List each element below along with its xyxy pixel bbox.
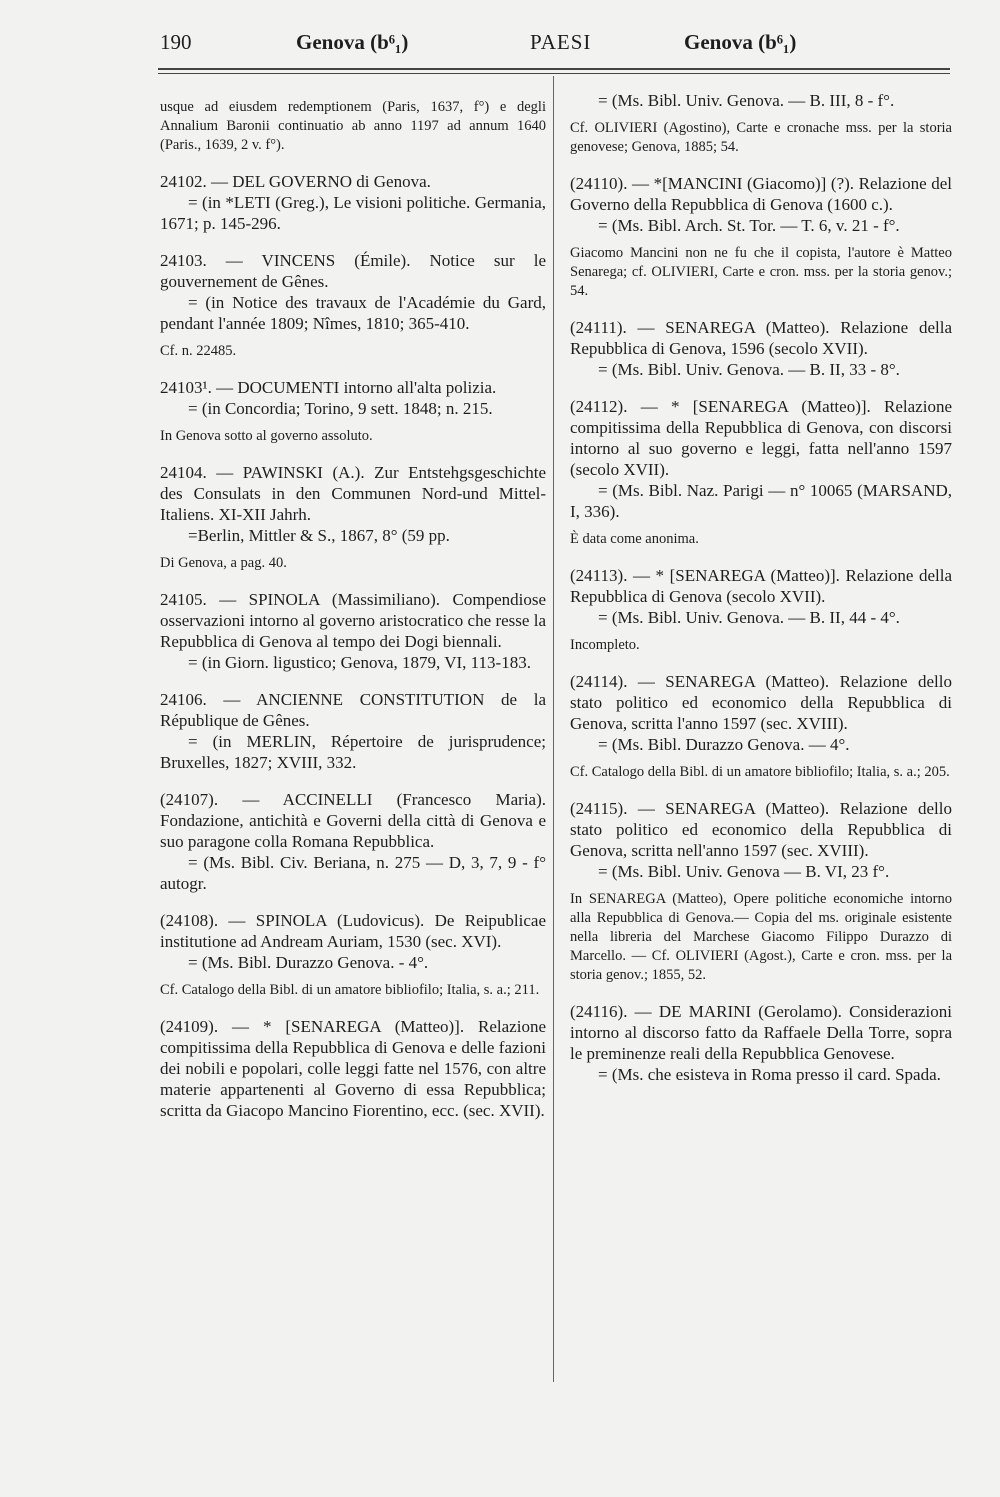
bibliography-entry bbox=[160, 98, 546, 155]
entry-heading: (24114). — SENAREGA (Matteo). Relazione dello stato politico ed economico della Repubblica di Genova, scritta l'anno 1597 (sec. XVIII). bbox=[570, 672, 952, 733]
bibliography-entry bbox=[570, 565, 952, 655]
header-rule-thin bbox=[158, 73, 950, 74]
entry-heading: (24112). — * [SENAREGA (Matteo)]. Relazione compitissima della Repubblica di Genova, con discorsi intorno al suo governo e leggi, fatta nell'anno 1597 (secolo XVII). bbox=[570, 397, 952, 479]
entry-heading: (24107). — ACCINELLI (Francesco Maria). Fondazione, antichità e Governi della città di Genova e suo paragone colla Romana Repubblica. bbox=[160, 790, 546, 851]
bibliography-entry bbox=[570, 798, 952, 985]
entry-heading: 24106. — ANCIENNE CONSTITUTION de la République de Gênes. bbox=[160, 690, 546, 730]
entry-citation: = (Ms. Bibl. Naz. Parigi — n° 10065 (MARSAND, I, 336). bbox=[570, 481, 952, 521]
entry-heading: 24104. — PAWINSKI (A.). Zur Entstehgsgeschichte des Consulats in den Communen Nord-und Mittel-Italiens. XI-XII Jahrh. bbox=[160, 463, 546, 524]
bibliography-entry bbox=[570, 173, 952, 301]
entry-citation: = (Ms. Bibl. Durazzo Genova. - 4°. bbox=[188, 953, 429, 972]
entry-heading: 24103. — VINCENS (Émile). Notice sur le gouvernement de Gênes. bbox=[160, 251, 546, 291]
entry-citation: = (in Giorn. ligustico; Genova, 1879, VI, 113-183. bbox=[188, 653, 531, 672]
entry-note: usque ad eiusdem redemptionem (Paris, 1637, f°) e degli Annalium Baronii continuatio ab anno 1197 ad annum 1640 (Paris., 1639, 2 v. f°). bbox=[160, 99, 546, 153]
header-right-title: Genova (b⁶₁) bbox=[684, 30, 797, 54]
entry-citation: = (in MERLIN, Répertoire de jurisprudence; Bruxelles, 1827; XVIII, 332. bbox=[160, 732, 546, 772]
bibliography-entry bbox=[570, 1001, 952, 1085]
entry-note: Incompleto. bbox=[570, 637, 640, 653]
entry-citation: = (in Concordia; Torino, 9 sett. 1848; n. 215. bbox=[188, 399, 493, 418]
running-header bbox=[160, 30, 950, 64]
bibliography-entry bbox=[160, 462, 546, 573]
entry-heading: 24105. — SPINOLA (Massimiliano). Compendiose osservazioni intorno al governo aristocratico che resse la Repubblica di Genova al tempo dei Dogi biennali. bbox=[160, 590, 546, 651]
entry-citation: = (in Notice des travaux de l'Académie du Gard, pendant l'année 1809; Nîmes, 1810; 365-410. bbox=[160, 293, 546, 333]
entry-note: Cf. Catalogo della Bibl. di un amatore bibliofilo; Italia, s. a.; 211. bbox=[160, 982, 540, 998]
entry-heading: 24102. — DEL GOVERNO di Genova. bbox=[160, 172, 431, 191]
bibliography-entry bbox=[570, 396, 952, 549]
entry-heading: 24103¹. — DOCUMENTI intorno all'alta polizia. bbox=[160, 378, 497, 397]
entry-heading: (24115). — SENAREGA (Matteo). Relazione dello stato politico ed economico della Repubblica di Genova, scritta nell'anno 1597 (sec. XVIII). bbox=[570, 799, 952, 860]
left-column bbox=[160, 90, 546, 1137]
bibliography-entry bbox=[160, 377, 546, 446]
header-center-title: PAESI bbox=[530, 30, 592, 54]
entry-note: In SENAREGA (Matteo), Opere politiche economiche intorno alla Repubblica di Genova.— Copia del ms. originale esistente nella libreria del Marchese Giacomo Filippo Durazzo di Marcello. — Cf. OLIVIERI (Agost.), Carte e cron. mss. per la storia genov.; 1855, 52. bbox=[570, 891, 952, 983]
bibliography-entry bbox=[160, 589, 546, 673]
entry-note: Di Genova, a pag. 40. bbox=[160, 555, 287, 571]
entry-citation: =Berlin, Mittler & S., 1867, 8° (59 pp. bbox=[188, 526, 450, 545]
entry-note: È data come anonima. bbox=[570, 531, 699, 547]
entry-citation: = (in *LETI (Greg.), Le visioni politiche. Germania, 1671; p. 145-296. bbox=[160, 193, 546, 233]
entry-heading: (24113). — * [SENAREGA (Matteo)]. Relazione della Repubblica di Genova (secolo XVII). bbox=[570, 566, 952, 606]
entry-note: In Genova sotto al governo assoluto. bbox=[160, 428, 373, 444]
entry-note: Cf. OLIVIERI (Agostino), Carte e cronache mss. per la storia genovese; Genova, 1885; 54. bbox=[570, 120, 952, 155]
entry-heading: (24108). — SPINOLA (Ludovicus). De Reipublicae institutione ad Andream Auriam, 1530 (sec. XVI). bbox=[160, 911, 546, 951]
header-left-title: Genova (b⁶₁) bbox=[296, 30, 409, 54]
entry-citation: = (Ms. che esisteva in Roma presso il card. Spada. bbox=[598, 1065, 941, 1084]
bibliography-entry bbox=[160, 250, 546, 361]
bibliography-entry bbox=[570, 90, 952, 157]
right-column bbox=[570, 90, 952, 1101]
column-divider bbox=[553, 76, 554, 1382]
header-rule bbox=[158, 68, 950, 70]
bibliography-entry bbox=[160, 789, 546, 894]
bibliography-entry bbox=[160, 910, 546, 1000]
entry-heading: (24110). — *[MANCINI (Giacomo)] (?). Relazione del Governo della Repubblica di Genova (1600 c.). bbox=[570, 174, 952, 214]
page-number: 190 bbox=[160, 30, 192, 54]
entry-citation: = (Ms. Bibl. Univ. Genova. — B. II, 44 - 4°. bbox=[598, 608, 900, 627]
bibliography-entry bbox=[160, 1016, 546, 1121]
entry-heading: (24109). — * [SENAREGA (Matteo)]. Relazione compitissima della Repubblica di Genova e delle fazioni dei nobili e popolari, colle leggi fatte nel 1576, con altre materie appartenenti al Governo di essa Repubblica; scritta da Giacopo Mancino Fiorentino, ecc. (sec. XVII). bbox=[160, 1017, 546, 1120]
entry-note: Cf. n. 22485. bbox=[160, 343, 237, 359]
entry-citation: = (Ms. Bibl. Civ. Beriana, n. 275 — D, 3, 7, 9 - f° autogr. bbox=[160, 853, 546, 893]
bibliography-entry bbox=[160, 171, 546, 234]
entry-citation: = (Ms. Bibl. Durazzo Genova. — 4°. bbox=[598, 735, 850, 754]
entry-note: Giacomo Mancini non ne fu che il copista, l'autore è Matteo Senarega; cf. OLIVIERI, Carte e cron. mss. per la storia genov.; 54. bbox=[570, 245, 952, 299]
entry-citation: = (Ms. Bibl. Univ. Genova. — B. II, 33 - 8°. bbox=[598, 360, 900, 379]
entry-citation: = (Ms. Bibl. Univ. Genova — B. VI, 23 f°. bbox=[598, 862, 890, 881]
entry-citation: = (Ms. Bibl. Univ. Genova. — B. III, 8 - f°. bbox=[598, 91, 895, 110]
entry-citation: = (Ms. Bibl. Arch. St. Tor. — T. 6, v. 21 - f°. bbox=[598, 216, 900, 235]
entry-heading: (24116). — DE MARINI (Gerolamo). Considerazioni intorno al discorso fatto da Raffaele Della Torre, sopra le preminenze reali della Repubblica Genovese. bbox=[570, 1002, 952, 1063]
entry-note: Cf. Catalogo della Bibl. di un amatore bibliofilo; Italia, s. a.; 205. bbox=[570, 764, 950, 780]
bibliography-entry bbox=[160, 689, 546, 773]
entry-heading: (24111). — SENAREGA (Matteo). Relazione della Repubblica di Genova, 1596 (secolo XVII). bbox=[570, 318, 952, 358]
bibliography-entry bbox=[570, 317, 952, 380]
bibliography-entry bbox=[570, 671, 952, 782]
